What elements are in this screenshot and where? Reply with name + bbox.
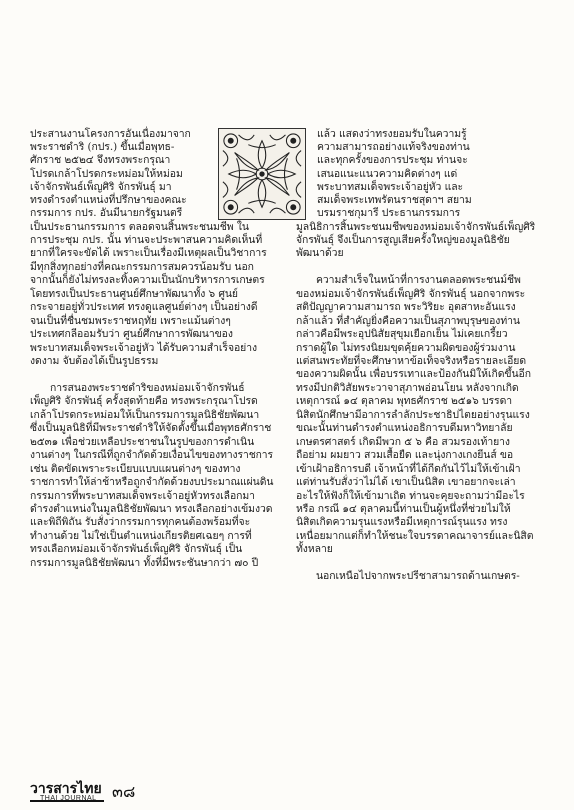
text-line: นิสิตนักศึกษามีอาการลำลักประชาธิปไตยอย่างรุนแรง [296,408,530,421]
text-line: เหตุการณ์ ๑๔ ตุลาคม พุทธศักราช ๒๕๑๖ บรรดา [296,395,513,408]
text-line: พระบาทสมเด็จพระเจ้าอยู่หัว ได้รับความสำเร็จอย่าง [30,341,258,354]
text-line: ทรงมีปกติวิสัยพระวาจาสุภาพอ่อนโยน หลังจากเกิด [296,381,519,394]
text-line: จักรพันธุ์ จึงเป็นการสูญเสียครั้งใหญ่ของมูลนิธิชัย [296,233,510,246]
text-line: กรรมการมูลนิธิชัยพัฒนา ทั้งที่มีพระชันษากว่า ๗๐ ปี [30,556,259,569]
text-line: นอกเหนือไปจากพระปรีชาสามารถด้านเกษตร- [316,570,520,583]
text-line: แต่ท่านรับสั่งว่าไม่ได้ เขาเป็นนิสิต เขาอยากจะเล่า [296,476,516,489]
text-line: ทั้งหลาย [296,543,333,556]
text-line: เช่น ติดขัดเพราะระเบียบแบบแผนต่างๆ ของทาง [30,462,241,475]
text-line: เพ็ญศิริ จักรพันธุ์ ครั้งสุดท้ายคือ ทรงพระกรุณาโปรด [30,395,258,408]
text-line: กรรมการที่พระบาทสมเด็จพระเจ้าอยู่หัวทรงเลือกมา [30,489,255,502]
text-line: ขณะนั้นท่านดำรงตำแหน่งอธิการบดีมหาวิทยาลัย [296,422,513,435]
text-line: งดงาม จับต้องได้เป็นรูปธรรม [30,355,159,367]
text-line: เหนื่อยมากแต่ก็ทำให้ชนะใจบรรดาคณาจารย์และนิสิต [296,529,534,542]
logo-subtext: THAI JOURNAL [40,795,97,802]
text-line: จากนั้นก็ยังไม่ทรงละทิ้งความเป็นนักบริหารการเกษตร [30,274,265,287]
text-line: และพิถีพิถัน รับสั่งว่ากรรมการทุกคนต้องพร้อมที่จะ [30,516,251,529]
text-line: การสนองพระราชดำริของหม่อมเจ้าจักรพันธ์ [50,381,245,394]
text-line: มูลนิธิการสิ้นพระชนมชีพของหม่อมเจ้าจักรพันธ์เพ็ญศิริ [296,220,536,233]
text-line: จนเป็นที่ชื่นชมพระราชหฤทัย เพราะแม้นต่างๆ [30,314,231,327]
text-line: เสนอแนะแนวความคิดต่างๆ แด่ [317,167,458,180]
text-line: งานต่างๆ ในกรณีที่ถูกจำกัดด้วยเงื่อนไขของทางราชการ [30,449,273,462]
text-line: บรมราชกุมารี ประธานกรรมการ [317,207,461,220]
text-line: เป็นประธานกรรมการ ตลอดจนสิ้นพระชนมชีพ ใน [30,220,249,233]
logo-text: วารสารไทย [30,778,104,802]
text-line: ซึ่งเป็นมูลนิธิที่มีพระราชดำริให้จัดตั้งขึ้นเมื่อพุทธศักราช [30,422,272,435]
text-line: กราดผู้ใด ไม่ทรงนิยมขุดคุ้ยความผิดของผู้ร่วมงาน [296,341,516,354]
text-line: สติปัญญาความสามารถ พระวิริยะ อุตสาหะอันแรง [296,301,516,314]
text-line: อะไรให้ฟังก็ให้เข้ามาเถิด ท่านจะคุยจะถามว่ามีอะไร [296,489,525,502]
text-line: แต่สนพระทัยที่จะศึกษาหาข้อเท็จจริงหรือรายละเอียด [296,355,527,367]
text-line: หรือ กรณี ๑๔ ตุลาคมนี้ท่านเป็นผู้หนึ่งที่ช่วยไม่ให้ [296,502,511,515]
text-line: และทุกครั้งของการประชุม ท่านจะ [317,154,468,167]
text-line: พระราชดำริ (กปร.) ขึ้นเมื่อพุทธ- [30,141,175,154]
text-line: แล้ว แสดงว่าทรงยอมรับในความรู้ [317,128,467,140]
text-line: นิสิตเกิดความรุนแรงหรือมีเหตุการณ์รุนแรง ทรง [296,516,508,529]
text-line: ประเทศกลีออมรับว่า ศูนย์ศึกษาการพัฒนาของ [30,328,233,341]
floral-ornament-icon [218,128,306,220]
page-number: ๓๘ [112,782,136,801]
text-line: ศักราช ๒๕๒๔ จึงทรงพระกรุณา [30,154,171,167]
text-line: โปรดเกล้าโปรดกระหม่อมให้หม่อม [30,167,183,180]
text-line: เจ้าจักรพันธ์เพ็ญศิริ จักรพันธุ์ มา [30,180,172,193]
text-line: ยากที่ใครจะขัดได้ เพราะเป็นเรื่องมีเหตุผลเป็นวิชาการ [30,247,267,260]
text-line: เข้าเฝ้าอธิการบดี เจ้าหน้าที่ได้กีดกันไว้ไม่ให้เข้าเฝ้า [296,462,521,475]
thai-journal-logo [30,778,102,804]
text-line: ราชการทำให้ล่าช้าหรือถูกจำกัดด้วยงบประมาณแผ่นดิน [30,476,274,489]
text-line: ทรงเลือกหม่อมเจ้าจักรพันธ์เพ็ญศิริ จักรพันธุ์ เป็น [30,543,243,556]
text-line: กล่าวคือมีพระอุปนิสัยสุขุมเยือกเย็น ไม่เคยเกรี้ยว [296,328,508,341]
text-line: ของความผิดนั้น เพื่อบรรเทาและป้องกันมิให้เกิดขึ้นอีก [296,368,531,381]
text-line: เกษตรศาสตร์ เกิดมีพวก ๕ ๖ คือ สวมรองเท้ายาง [296,435,510,448]
text-line: ๒๕๓๑ เพื่อช่วยเหลือประชาชนในรูปของการดำเนิน [30,435,255,448]
text-line: พัฒนาด้วย [296,247,344,260]
text-line: มีทุกสิ่งทุกอย่างที่คณะกรรมการสมควรน้อมรับ นอก [30,260,254,273]
text-line: เกล้าโปรดกระหม่อมให้เป็นกรรมการมูลนิธิชัยพัฒนา [30,408,260,421]
text-line: ดำรงตำแหน่งในมูลนิธิชัยพัฒนา ทรงเลือกอย่างเข้มงวด [30,502,273,515]
text-line: ทรงดำรงตำแหน่งที่ปรึกษาของคณะ [30,194,187,206]
text-line: ถือย่าม ผมยาว สวมเสื้อยืด และนุ่งกางเกงยีนส์ ขอ [296,449,514,462]
text-line: ทำงานด้วย ไม่ใช่เป็นตำแหน่งเกียรติยศเฉยๆ การที่ [30,529,252,542]
text-line: การประชุม กปร. นั้น ท่านจะประพาสนความคิดเห็นที่ [30,233,263,246]
text-line: กระจายอยู่ทั่วประเทศ ทรงดูแลศูนย์ต่างๆ เป็นอย่างดี [30,301,258,314]
text-line: ของหม่อมเจ้าจักรพันธ์เพ็ญศิริ จักรพันธุ์ นอกจากพระ [296,287,526,300]
text-line: สมเด็จพระเทพรัตนราชสุดาฯ สยาม [317,194,472,206]
text-line: กล้าแล้ว ที่สำคัญยิ่งคือความเป็นสุภาพบุรุษของท่าน [296,314,520,327]
text-line: ความสำเร็จในหน้าที่การงานตลอดพระชนม์ชีพ [316,274,521,287]
text-line: โดยทรงเป็นประธานศูนย์ศึกษาพัฒนาทั้ง ๖ ศูนย์ [30,287,238,300]
text-line: พระบาทสมเด็จพระเจ้าอยู่หัว และ [317,180,464,193]
text-line: ประสานงานโครงการอันเนื่องมาจาก [30,128,191,140]
text-line: ความสามารถอย่างแท้จริงของท่าน [317,141,470,154]
text-line: กรรมการ กปร. อันมีนายกรัฐมนตรี [30,207,183,220]
